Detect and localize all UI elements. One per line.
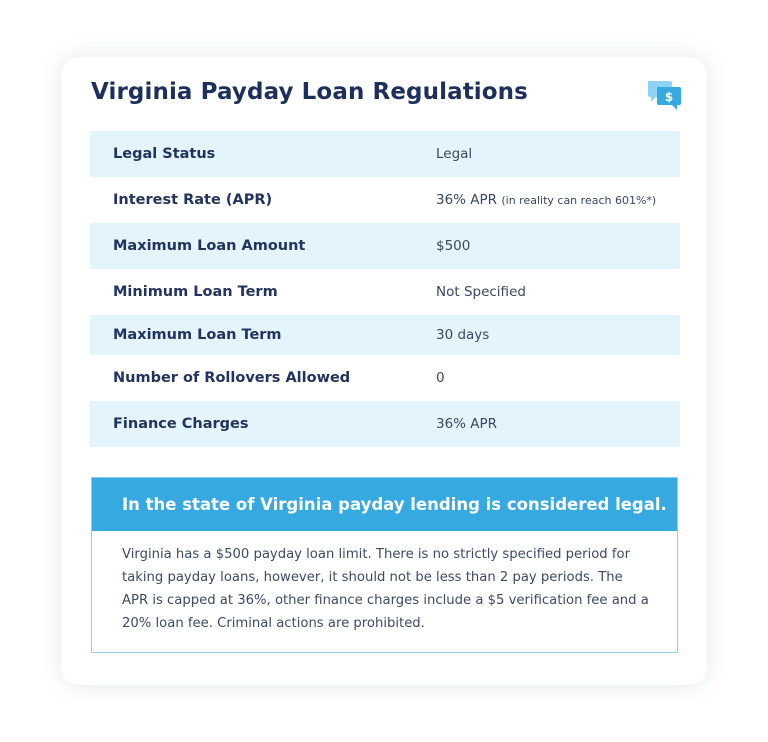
regulations-card — [61, 57, 707, 685]
chat-dollar-icon — [646, 79, 682, 111]
table-row — [90, 355, 680, 401]
row-value — [436, 370, 445, 386]
row-value — [436, 416, 497, 432]
row-value — [436, 327, 489, 343]
row-label: Number of Rollovers Allowed — [113, 370, 351, 386]
table-row — [90, 315, 680, 355]
row-value-note: (in reality can reach 601%*) — [501, 194, 657, 207]
row-value-text: 30 days — [436, 327, 490, 343]
row-value-text: Legal — [436, 146, 473, 162]
table-row — [90, 131, 680, 177]
info-body: Virginia has a $500 payday loan limit. There is no strictly specified period for taking payday loans, however, it should not be less than 2 pay periods. The APR is capped at 36%, other finance charges include a $5 verification fee and a 20% loan fee. Criminal actions are prohibited. — [122, 547, 649, 631]
regulations-table — [90, 131, 680, 447]
table-row — [90, 223, 680, 269]
row-value-text: 36% APR — [436, 416, 498, 432]
table-row — [90, 269, 680, 315]
row-value — [436, 238, 470, 254]
row-label: Legal Status — [113, 146, 216, 162]
row-label: Maximum Loan Amount — [113, 238, 306, 254]
card-title: Virginia Payday Loan Regulations — [91, 79, 528, 105]
row-value-text: 36% APR — [436, 192, 498, 208]
dollar-glyph: $ — [664, 90, 674, 104]
row-label: Finance Charges — [113, 416, 249, 432]
row-label: Interest Rate (APR) — [113, 192, 273, 208]
row-value — [436, 284, 526, 300]
info-heading: In the state of Virginia payday lending is considered legal. — [92, 478, 677, 531]
row-value — [436, 146, 472, 162]
row-label: Minimum Loan Term — [113, 284, 278, 300]
row-value-text: Not Specified — [436, 284, 526, 300]
row-label: Maximum Loan Term — [113, 327, 282, 343]
row-value-text: $500 — [436, 238, 471, 254]
info-box — [91, 477, 678, 653]
table-row — [90, 177, 680, 223]
row-value-text: 0 — [436, 370, 445, 386]
row-value — [436, 192, 656, 208]
table-row — [90, 401, 680, 447]
